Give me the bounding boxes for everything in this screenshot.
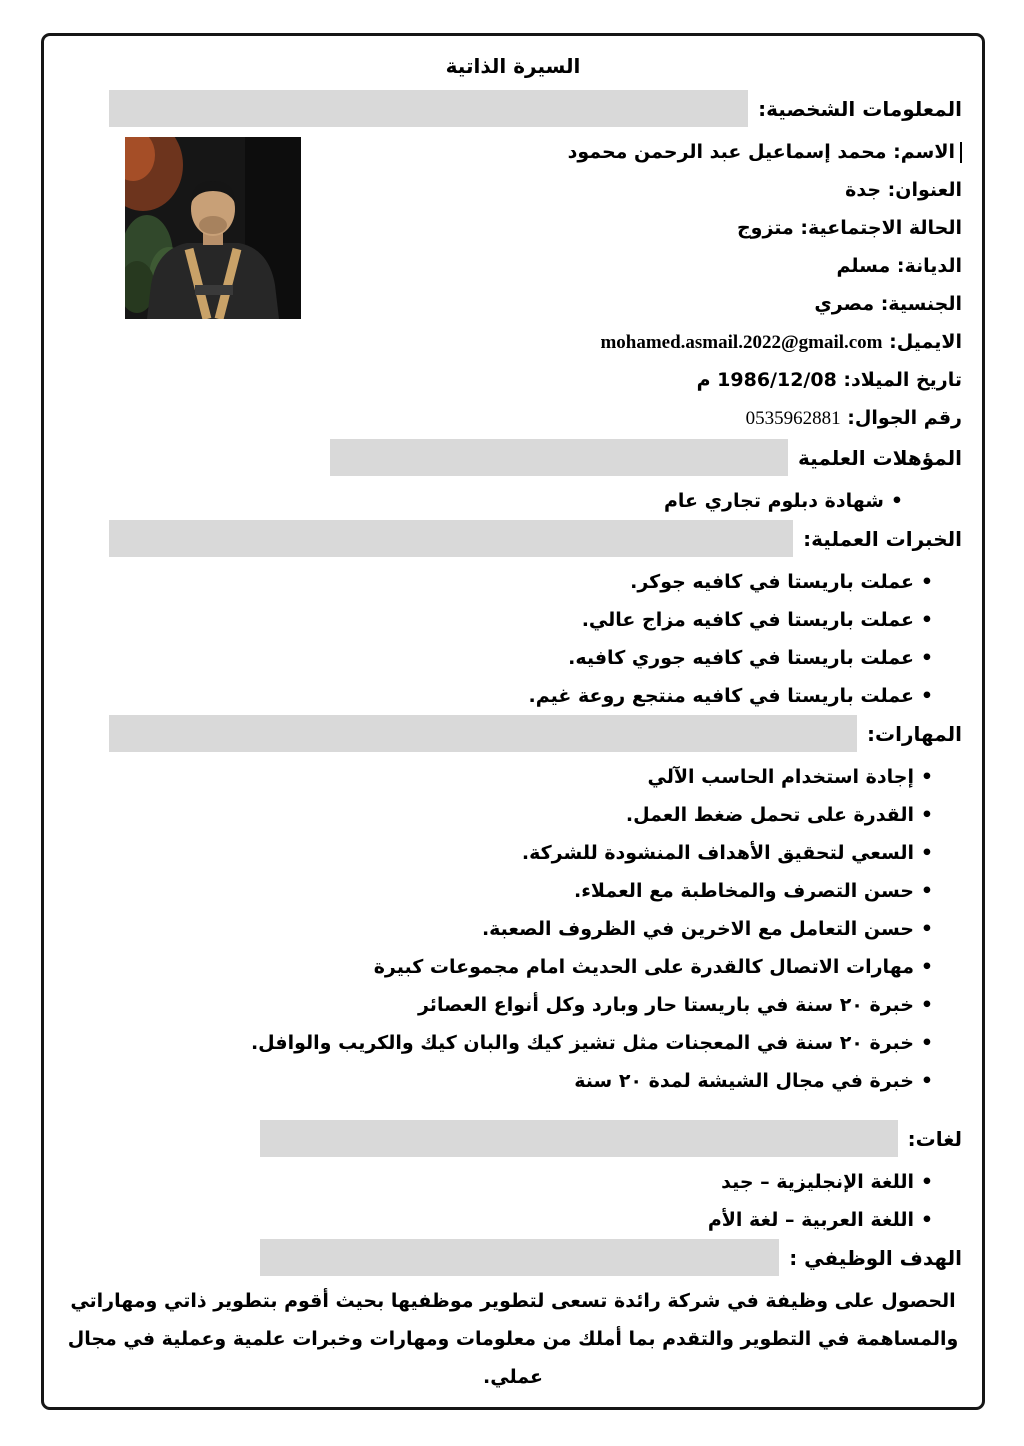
section-header-languages (64, 1120, 962, 1157)
field-marital-status: الحالة الاجتماعية: متزوج (736, 217, 962, 239)
page-border-frame (41, 33, 985, 1410)
section-shading-bar (330, 439, 788, 476)
list-item (64, 758, 962, 796)
list-item-text: خبرة ٢٠ سنة في المعجنات مثل تشيز كيك والبان كيك والكريب والوافل. (250, 1032, 914, 1054)
birth-date-value: 1986/12/08 (717, 369, 837, 391)
bullet-icon (914, 842, 940, 864)
section-shading-bar (109, 90, 748, 127)
section-shading-bar (109, 715, 857, 752)
list-item-text: عملت باريستا في كافيه جوكر. (630, 571, 914, 593)
list-item (64, 910, 962, 948)
profile-photo-image (125, 137, 301, 319)
bullet-icon (914, 571, 940, 593)
list-item (64, 1062, 962, 1100)
section-header-experience (64, 520, 962, 557)
bullet-icon (914, 880, 940, 902)
birth-date-label: تاريخ الميلاد: (843, 369, 962, 391)
profile-photo (125, 137, 301, 319)
field-phone (64, 399, 962, 437)
list-item-text: مهارات الاتصال كالقدرة على الحديث امام مجموعات كبيرة (373, 956, 914, 978)
section-title-skills: المهارات: (867, 721, 962, 746)
list-item-text: عملت باريستا في كافيه منتجع روعة غيم. (528, 685, 914, 707)
list-item-text: إجادة استخدام الحاسب الآلي (647, 766, 914, 788)
birth-date-era: م (696, 369, 711, 391)
field-name-text: الاسم: محمد إسماعيل عبد الرحمن محمود (567, 141, 955, 163)
list-item (64, 986, 962, 1024)
list-item-text: القدرة على تحمل ضغط العمل. (625, 804, 914, 826)
bullet-icon (914, 1209, 940, 1231)
email-label: الايميل: (889, 331, 962, 353)
list-item-text: حسن التعامل مع الاخرين في الظروف الصعبة. (481, 918, 914, 940)
bullet-icon (914, 956, 940, 978)
field-birth-date (64, 361, 962, 399)
bullet-icon (914, 1171, 940, 1193)
list-item (64, 796, 962, 834)
section-title-qualifications: المؤهلات العلمية (798, 445, 962, 470)
section-title-objective: الهدف الوظيفي : (789, 1245, 962, 1270)
list-item-text: خبرة ٢٠ سنة في باريستا حار وبارد وكل أنواع العصائر (417, 994, 914, 1016)
qualifications-list (64, 482, 962, 520)
list-item-text: شهادة دبلوم تجاري عام (663, 490, 884, 512)
bullet-icon (914, 1032, 940, 1054)
text-cursor-artifact (960, 142, 962, 163)
document-title: السيرة الذاتية (445, 54, 581, 78)
bullet-icon (914, 994, 940, 1016)
field-religion: الديانة: مسلم (836, 255, 962, 277)
bullet-icon (914, 609, 940, 631)
list-item (64, 1163, 962, 1201)
field-nationality: الجنسية: مصري (814, 293, 962, 315)
list-item (64, 563, 962, 601)
section-shading-bar (260, 1120, 898, 1157)
section-header-qualifications (64, 439, 962, 476)
bullet-icon (914, 685, 940, 707)
list-item-text: حسن التصرف والمخاطبة مع العملاء. (573, 880, 914, 902)
section-header-personal (64, 90, 962, 127)
list-item (64, 677, 962, 715)
list-item (64, 1024, 962, 1062)
list-item-text: عملت باريستا في كافيه مزاج عالي. (581, 609, 914, 631)
section-shading-bar (260, 1239, 779, 1276)
personal-info-block (64, 133, 962, 437)
section-header-objective (64, 1239, 962, 1276)
skills-list (64, 758, 962, 1100)
section-title-languages: لغات: (907, 1126, 962, 1151)
section-title-experience: الخبرات العملية: (803, 526, 962, 551)
field-email (64, 323, 962, 361)
experience-list (64, 563, 962, 715)
bullet-icon (884, 490, 910, 512)
list-item (64, 482, 962, 520)
list-item-text: السعي لتحقيق الأهداف المنشودة للشركة. (521, 842, 914, 864)
section-shading-bar (109, 520, 793, 557)
list-item-text: عملت باريستا في كافيه جوري كافيه. (568, 647, 914, 669)
bullet-icon (914, 647, 940, 669)
bullet-icon (914, 1070, 940, 1092)
list-item (64, 872, 962, 910)
list-item (64, 948, 962, 986)
bullet-icon (914, 766, 940, 788)
objective-paragraph: الحصول على وظيفة في شركة رائدة تسعى لتطوير موظفيها بحيث أقوم بتطوير ذاتي ومهاراتي والمساهمة في التطوير والتقدم بما أملك من معلومات ومهارات وخبرات علمية وعملية في مجال عملي. (67, 1290, 959, 1388)
bullet-icon (914, 804, 940, 826)
section-title-personal: المعلومات الشخصية: (758, 96, 962, 121)
list-item (64, 639, 962, 677)
phone-label: رقم الجوال: (847, 407, 962, 429)
list-item-text: اللغة الإنجليزية – جيد (721, 1171, 914, 1193)
section-header-skills (64, 715, 962, 752)
phone-value: 0535962881 (745, 408, 841, 429)
email-value: mohamed.asmail.2022@gmail.com (600, 332, 883, 353)
bullet-icon (914, 918, 940, 940)
field-address: العنوان: جدة (845, 179, 962, 201)
languages-list (64, 1163, 962, 1239)
list-item (64, 601, 962, 639)
list-item-text: اللغة العربية – لغة الأم (707, 1209, 914, 1231)
list-item (64, 1201, 962, 1239)
list-item-text: خبرة في مجال الشيشة لمدة ٢٠ سنة (574, 1070, 914, 1092)
list-item (64, 834, 962, 872)
